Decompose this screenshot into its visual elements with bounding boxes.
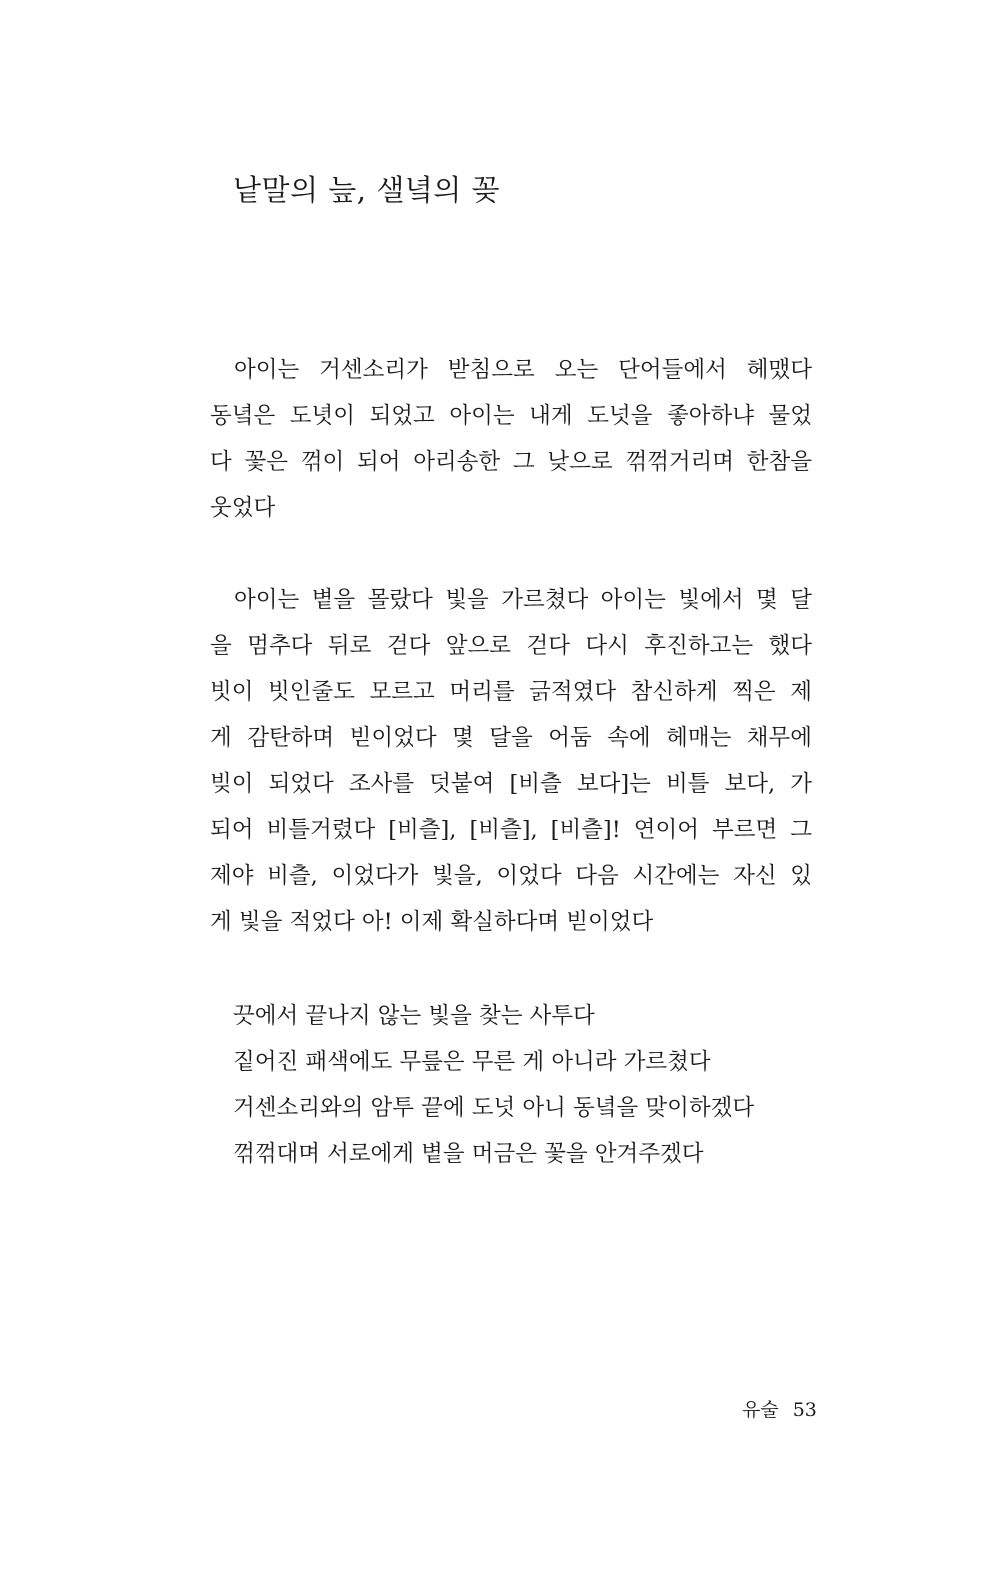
page-number: 53 — [792, 1399, 817, 1421]
running-section-title: 유술 — [742, 1399, 779, 1421]
paragraph-line: 다 꽃은 꺾이 되어 아리송한 그 낮으로 꺾꺾거리며 한참을 — [210, 449, 812, 475]
paragraph-line: 제야 비츨, 이었다가 빛을, 이었다 다음 시간에는 자신 있 — [210, 863, 812, 889]
paragraph-2 — [210, 577, 812, 945]
closing-stanza — [233, 993, 754, 1177]
paragraph-1 — [210, 347, 812, 531]
paragraph-line: 웃었다 — [210, 495, 276, 521]
poem-title: 낱말의 늪, 샐녘의 꽂 — [233, 173, 500, 207]
page-footer — [742, 1395, 817, 1422]
paragraph-line: 아이는 거센소리가 받침으로 오는 단어들에서 헤맸다 — [234, 357, 812, 383]
paragraph-line: 되어 비틀거렸다 [비츨], [비츨], [비츨]! 연이어 부르면 그 — [210, 817, 812, 843]
paragraph-line: 아이는 볕을 몰랐다 빛을 가르쳤다 아이는 빛에서 몇 달 — [234, 587, 812, 613]
paragraph-line: 동녘은 도녓이 되었고 아이는 내게 도넛을 좋아하냐 물었 — [210, 403, 812, 429]
paragraph-line: 게 감탄하며 빋이었다 몇 달을 어둠 속에 헤매는 채무에 — [210, 725, 812, 751]
paragraph-line: 빗이 빗인줄도 모르고 머리를 긁적였다 참신하게 찍은 제 — [210, 679, 812, 705]
paragraph-line: 을 멈추다 뒤로 걷다 앞으로 걷다 다시 후진하고는 했다 — [210, 633, 812, 659]
paragraph-line: 게 빛을 적었다 아! 이제 확실하다며 빋이었다 — [210, 909, 654, 935]
stanza-line: 끗에서 끝나지 않는 빛을 찾는 사투다 — [233, 1003, 595, 1029]
stanza-line: 꺾꺾대며 서로에게 볕을 머금은 꽃을 안겨주겠다 — [233, 1141, 704, 1167]
stanza-line: 거센소리와의 암투 끝에 도넛 아니 동녘을 맞이하겠다 — [233, 1095, 755, 1121]
stanza-line: 짙어진 패색에도 무릎은 무른 게 아니라 가르쳤다 — [233, 1049, 711, 1075]
paragraph-line: 빚이 되었다 조사를 덧붙여 [비츨 보다]는 비틀 보다, 가 — [210, 771, 812, 797]
